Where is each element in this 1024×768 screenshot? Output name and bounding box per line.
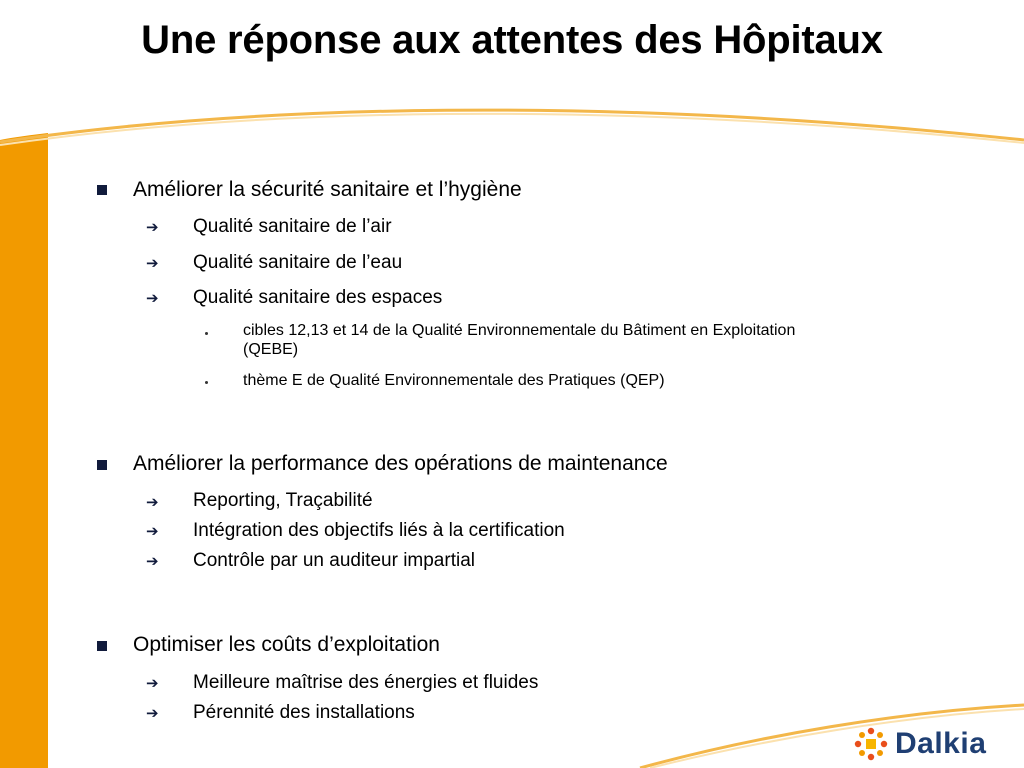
- logo-wordmark: Dalkia: [895, 727, 987, 760]
- arrow-bullet-icon: ➔: [146, 218, 159, 236]
- section-heading: Améliorer la sécurité sanitaire et l’hygiène: [133, 178, 522, 201]
- section-heading: Améliorer la performance des opérations de maintenance: [133, 452, 668, 475]
- list-item: Qualité sanitaire des espaces: [193, 287, 443, 308]
- list-item: Contrôle par un auditeur impartial: [193, 550, 475, 571]
- bullet-square-icon: [97, 460, 107, 470]
- arrow-bullet-icon: ➔: [146, 493, 159, 511]
- list-item: Reporting, Traçabilité: [193, 490, 373, 511]
- list-item: Pérennité des installations: [193, 702, 415, 723]
- slide-title: Une réponse aux attentes des Hôpitaux: [141, 18, 883, 62]
- section-heading: Optimiser les coûts d’exploitation: [133, 633, 440, 656]
- arrow-bullet-icon: ➔: [146, 674, 159, 692]
- list-item: Meilleure maîtrise des énergies et fluides: [193, 672, 539, 693]
- sub-list-item-continuation: (QEBE): [243, 341, 299, 358]
- arrow-bullet-icon: ➔: [146, 254, 159, 272]
- arrow-bullet-icon: ➔: [146, 289, 159, 307]
- arrow-bullet-icon: ➔: [146, 522, 159, 540]
- arrow-bullet-icon: ➔: [146, 552, 159, 570]
- list-item: Intégration des objectifs liés à la certification: [193, 520, 565, 541]
- bullet-square-icon: [97, 641, 107, 651]
- sub-list-item: thème E de Qualité Environnementale des Pratiques (QEP): [243, 372, 665, 389]
- list-item: Qualité sanitaire de l’air: [193, 216, 392, 237]
- dot-bullet-icon: [205, 332, 208, 335]
- dot-bullet-icon: [205, 381, 208, 384]
- list-item: Qualité sanitaire de l’eau: [193, 252, 403, 273]
- bullet-square-icon: [97, 185, 107, 195]
- arrow-bullet-icon: ➔: [146, 704, 159, 722]
- sub-list-item: cibles 12,13 et 14 de la Qualité Environnementale du Bâtiment en Exploitation: [243, 322, 796, 339]
